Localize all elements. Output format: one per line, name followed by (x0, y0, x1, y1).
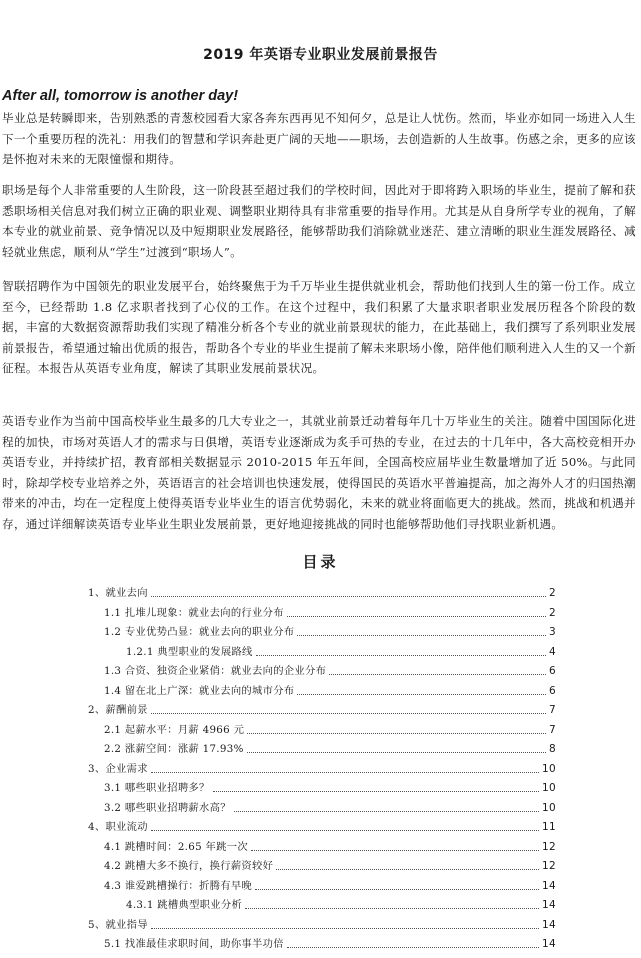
toc-leader-dots (213, 791, 539, 792)
toc-entry[interactable] (126, 643, 556, 659)
toc-entry-label: 3.2 哪些职业招聘薪水高？ (104, 801, 231, 814)
toc-entry[interactable] (88, 916, 556, 932)
toc-entry-page: 10 (542, 762, 556, 775)
toc-entry[interactable] (104, 799, 556, 815)
motto: After all, tomorrow is another day! (2, 88, 239, 104)
toc-entry-label: 1.1 扎堆儿现象：就业去向的行业分布 (104, 606, 284, 619)
toc-entry-page: 4 (549, 645, 556, 658)
toc-entry-page: 12 (542, 860, 556, 872)
toc-entry-page: 14 (542, 879, 556, 892)
toc-entry[interactable] (104, 935, 556, 951)
toc-leader-dots (329, 674, 546, 675)
toc-leader-dots (297, 694, 546, 695)
toc-leader-dots (297, 635, 546, 636)
toc-leader-dots (151, 596, 546, 597)
toc-entry-page: 7 (549, 704, 556, 716)
toc-entry-label: 3、企业需求 (88, 762, 148, 775)
report-title: 2019 年英语专业职业发展前景报告 (203, 47, 438, 63)
toc-leader-dots (287, 616, 546, 617)
toc-leader-dots (251, 850, 539, 851)
toc-entry-label: 3.1 哪些职业招聘多？ (104, 782, 210, 794)
toc-leader-dots (151, 713, 546, 714)
toc-entry-label: 1.4 留在北上广深：就业去向的城市分布 (104, 684, 295, 697)
toc-entry-label: 1、就业去向 (88, 587, 148, 599)
intro-paragraph-2: 职场是每个人非常重要的人生阶段，这一阶段甚至超过我们的学校时间，因此对于即将跨入职场的毕业生，提前了解和获悉职场相关信息对我们树立正确的职业观、调整职业期待具有非常重要的指导作用。尤其是从自身所学专业的视角，了解本专业的就业前景、竞争情况以及中短期职业发展路径，能够帮助我们消除就业迷茫、建立清晰的职业生涯发展路径、减轻就业焦虑，顺利从“学生”过渡到“职场人”。 (2, 183, 636, 259)
toc-entry-page: 7 (549, 723, 556, 736)
toc-entry-label: 4、职业流动 (88, 821, 148, 833)
intro-paragraph-4: 英语专业作为当前中国高校毕业生最多的几大专业之一，其就业前景迁动着每年几十万毕业生的关注。随着中国国际化进程的加快，市场对英语人才的需求与日俱增，英语专业逐渐成为炙手可热的专业，在过去的十几年中，各大高校竞相开办英语专业，并持续扩招，教育部相关数据显示 2010-2015 年五年间，全国高校应届毕业生数量增加了近 50%。与此同时，除却学校专业培养之外，英语语言的社会培训也快速发展，使得国民的英语水平普遍提高，加之海外人才的归国热潮带来的冲击，均在一定程度上使得英语专业毕业生的语言优势弱化，未来的就业将面临更大的挑战。然而，挑战和机遇并存，通过详细解读英语专业毕业生职业发展前景，更好地迎接挑战的同时也能够帮助他们寻找职业新机遇。 (2, 414, 636, 531)
toc-entry[interactable] (104, 740, 556, 756)
toc-entry[interactable] (104, 857, 556, 873)
toc-leader-dots (151, 928, 539, 929)
toc-entry-page: 2 (549, 606, 556, 619)
toc-entry-label: 2、薪酬前景 (88, 704, 148, 716)
toc-leader-dots (151, 830, 539, 831)
toc-entry-label: 2.2 涨薪空间：涨薪 17.93% (104, 743, 244, 755)
toc-entry-page: 14 (542, 938, 556, 950)
toc-entry[interactable] (104, 682, 556, 698)
toc-entry-label: 5、就业指导 (88, 918, 148, 931)
toc-entry-page: 14 (542, 899, 556, 911)
toc-entry-page: 11 (542, 821, 556, 833)
toc-entry[interactable] (126, 896, 556, 912)
toc-entry[interactable] (104, 604, 556, 620)
toc-entry[interactable] (104, 838, 556, 854)
toc-leader-dots (247, 733, 546, 734)
toc-entry-label: 1.2.1 典型职业的发展路线 (126, 645, 253, 658)
toc-leader-dots (234, 811, 539, 812)
toc-entry[interactable] (104, 877, 556, 893)
toc-leader-dots (276, 869, 539, 870)
toc-entry-page: 10 (542, 801, 556, 814)
toc-entry[interactable] (104, 721, 556, 737)
toc-entry[interactable] (88, 760, 556, 776)
toc-entry-page: 10 (542, 782, 556, 794)
toc-leader-dots (247, 752, 546, 753)
toc-entry-label: 5.1 找准最佳求职时间，助你事半功倍 (104, 938, 284, 950)
intro-paragraph-3: 智联招聘作为中国领先的职业发展平台，始终聚焦于为千万毕业生提供就业机会，帮助他们找到人生的第一份工作。成立至今，已经帮助 1.8 亿求职者找到了心仪的工作。在这个过程中，我们积累了大量求职者职业发展历程各个阶段的数据，丰富的大数据资源帮助我们实现了精准分析各个专业的就业前景现状的能力，在此基础上，我们撰写了系列职业发展前景报告，希望通过输出优质的报告，帮助各个专业的毕业生提前了解未来职场小像，陪伴他们顺利进入人生的又一个新征程。本报告从英语专业角度，解读了其职业发展前景状况。 (2, 279, 636, 376)
toc-entry-label: 2.1 起薪水平：月薪 4966 元 (104, 723, 245, 736)
toc-entry[interactable] (88, 584, 556, 600)
toc-leader-dots (151, 772, 539, 773)
toc-entry-page: 3 (549, 626, 556, 638)
toc-leader-dots (245, 908, 539, 909)
toc-leader-dots (256, 655, 546, 656)
toc-entry[interactable] (88, 701, 556, 717)
toc-heading: 目录 (302, 553, 339, 571)
toc-entry-label: 4.3 谁爱跳槽操行：折腾有早晚 (104, 879, 253, 892)
toc-entry-label: 1.3 合资、独资企业紧俏：就业去向的企业分布 (104, 665, 327, 677)
toc-entry-page: 14 (542, 918, 556, 931)
toc-entry-page: 6 (549, 684, 556, 697)
toc-entry-label: 4.1 跳槽时间：2.65 年跳一次 (104, 840, 248, 853)
toc-entry-label: 4.2 跳槽大多不换行，换行薪资较好 (104, 860, 274, 872)
toc-entry-page: 12 (542, 840, 556, 853)
toc-entry[interactable] (104, 779, 556, 795)
toc-entry-page: 2 (549, 587, 556, 599)
toc-entry[interactable] (104, 623, 556, 639)
toc-entry-label: 4.3.1 跳槽典型职业分析 (126, 899, 243, 911)
toc-entry-page: 8 (549, 743, 556, 755)
toc-entry-page: 6 (549, 665, 556, 677)
toc-leader-dots (287, 947, 539, 948)
toc-entry[interactable] (88, 818, 556, 834)
intro-paragraph-1: 毕业总是转瞬即来，告别熟悉的青葱校园看大家各奔东西再见不知何夕，总是让人忧伤。然而，毕业亦如同一场进入人生下一个重要历程的洗礼：用我们的智慧和学识奔赴更广阔的天地——职场，去创造新的人生故事。伤感之余，更多的应该是怀抱对未来的无限憧憬和期待。 (2, 111, 636, 167)
toc-entry[interactable] (104, 662, 556, 678)
toc-leader-dots (255, 889, 539, 890)
toc-entry-label: 1.2 专业优势凸显：就业去向的职业分布 (104, 626, 295, 638)
